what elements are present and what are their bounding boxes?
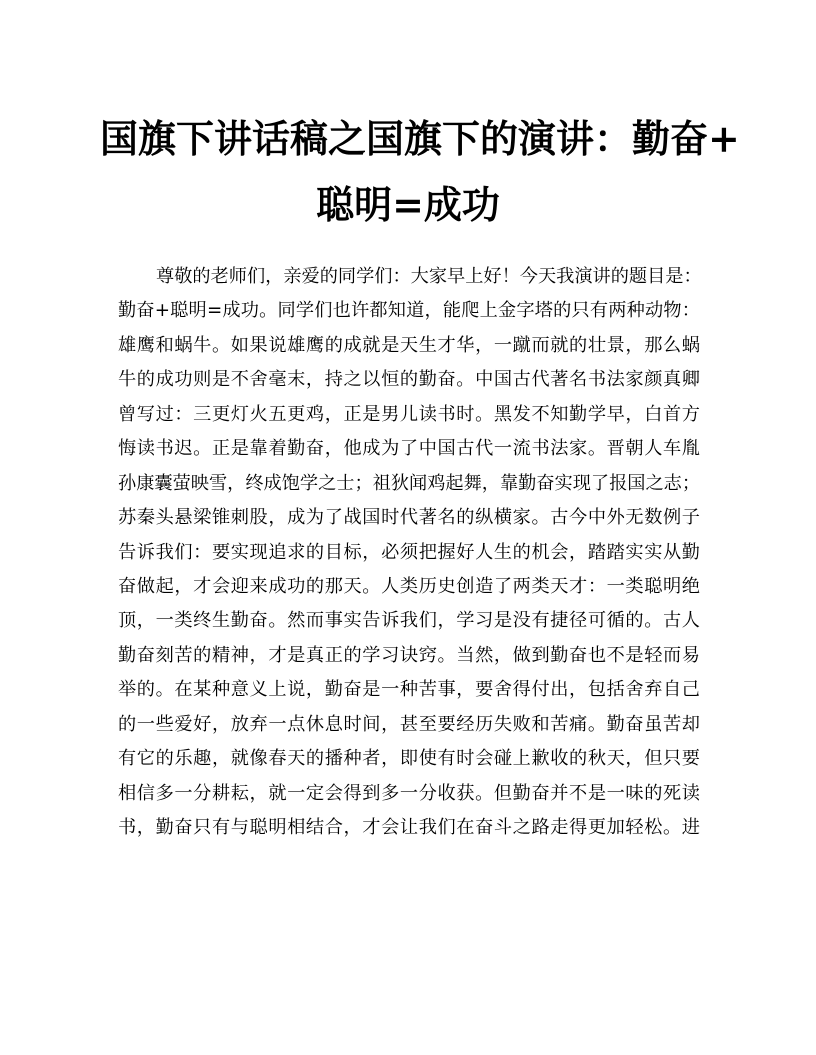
body-line-1: 尊敬的老师们，亲爱的同学们：大家早上好！今天我演讲的题目是：: [156, 266, 702, 287]
title-line-1: 国旗下讲话稿之国旗下的演讲：勤奋+: [100, 116, 740, 161]
document-title: [100, 106, 740, 238]
body-line-4: 牛的成功则是不舍毫末，持之以恒的勤奋。中国古代著名书法家颜真卿: [118, 369, 700, 391]
body-line-9: 告诉我们：要实现追求的目标，必须把握好人生的机会，踏踏实实从勤: [118, 541, 700, 563]
body-line-15: 有它的乐趣，就像春天的播种者，即使有时会碰上歉收的秋天，但只要: [118, 748, 700, 770]
body-line-13: 举的。在某种意义上说，勤奋是一种苦事，要舍得付出，包括舍弃自己: [118, 679, 700, 701]
body-line-14: 的一些爱好，放弃一点休息时间，甚至要经历失败和苦痛。勤奋虽苦却: [118, 713, 700, 735]
body-line-3: 雄鹰和蜗牛。如果说雄鹰的成就是天生才华，一蹴而就的壮景，那么蜗: [118, 334, 700, 356]
body-line-12: 勤奋刻苦的精神，才是真正的学习诀窍。当然，做到勤奋也不是轻而易: [118, 644, 700, 666]
body-paragraph: [118, 260, 700, 845]
body-line-16: 相信多一分耕耘，就一定会得到多一分收获。但勤奋并不是一味的死读: [118, 782, 700, 804]
body-line-6: 悔读书迟。正是靠着勤奋，他成为了中国古代一流书法家。晋朝人车胤: [118, 438, 700, 460]
title-line-2: 聪明=成功: [316, 182, 500, 227]
body-line-2: 勤奋+聪明=成功。同学们也许都知道，能爬上金字塔的只有两种动物：: [118, 300, 700, 322]
body-line-5: 曾写过：三更灯火五更鸡，正是男儿读书时。黑发不知勤学早，白首方: [118, 403, 700, 425]
body-line-10: 奋做起，才会迎来成功的那天。人类历史创造了两类天才：一类聪明绝: [118, 575, 700, 597]
body-line-11: 顶，一类终生勤奋。然而事实告诉我们，学习是没有捷径可循的。古人: [118, 610, 700, 632]
body-line-8: 苏秦头悬梁锥刺股，成为了战国时代著名的纵横家。古今中外无数例子: [118, 507, 700, 529]
body-line-17: 书，勤奋只有与聪明相结合，才会让我们在奋斗之路走得更加轻松。进: [118, 817, 700, 838]
body-line-7: 孙康囊萤映雪，终成饱学之士；祖狄闻鸡起舞，靠勤奋实现了报国之志；: [118, 472, 701, 494]
